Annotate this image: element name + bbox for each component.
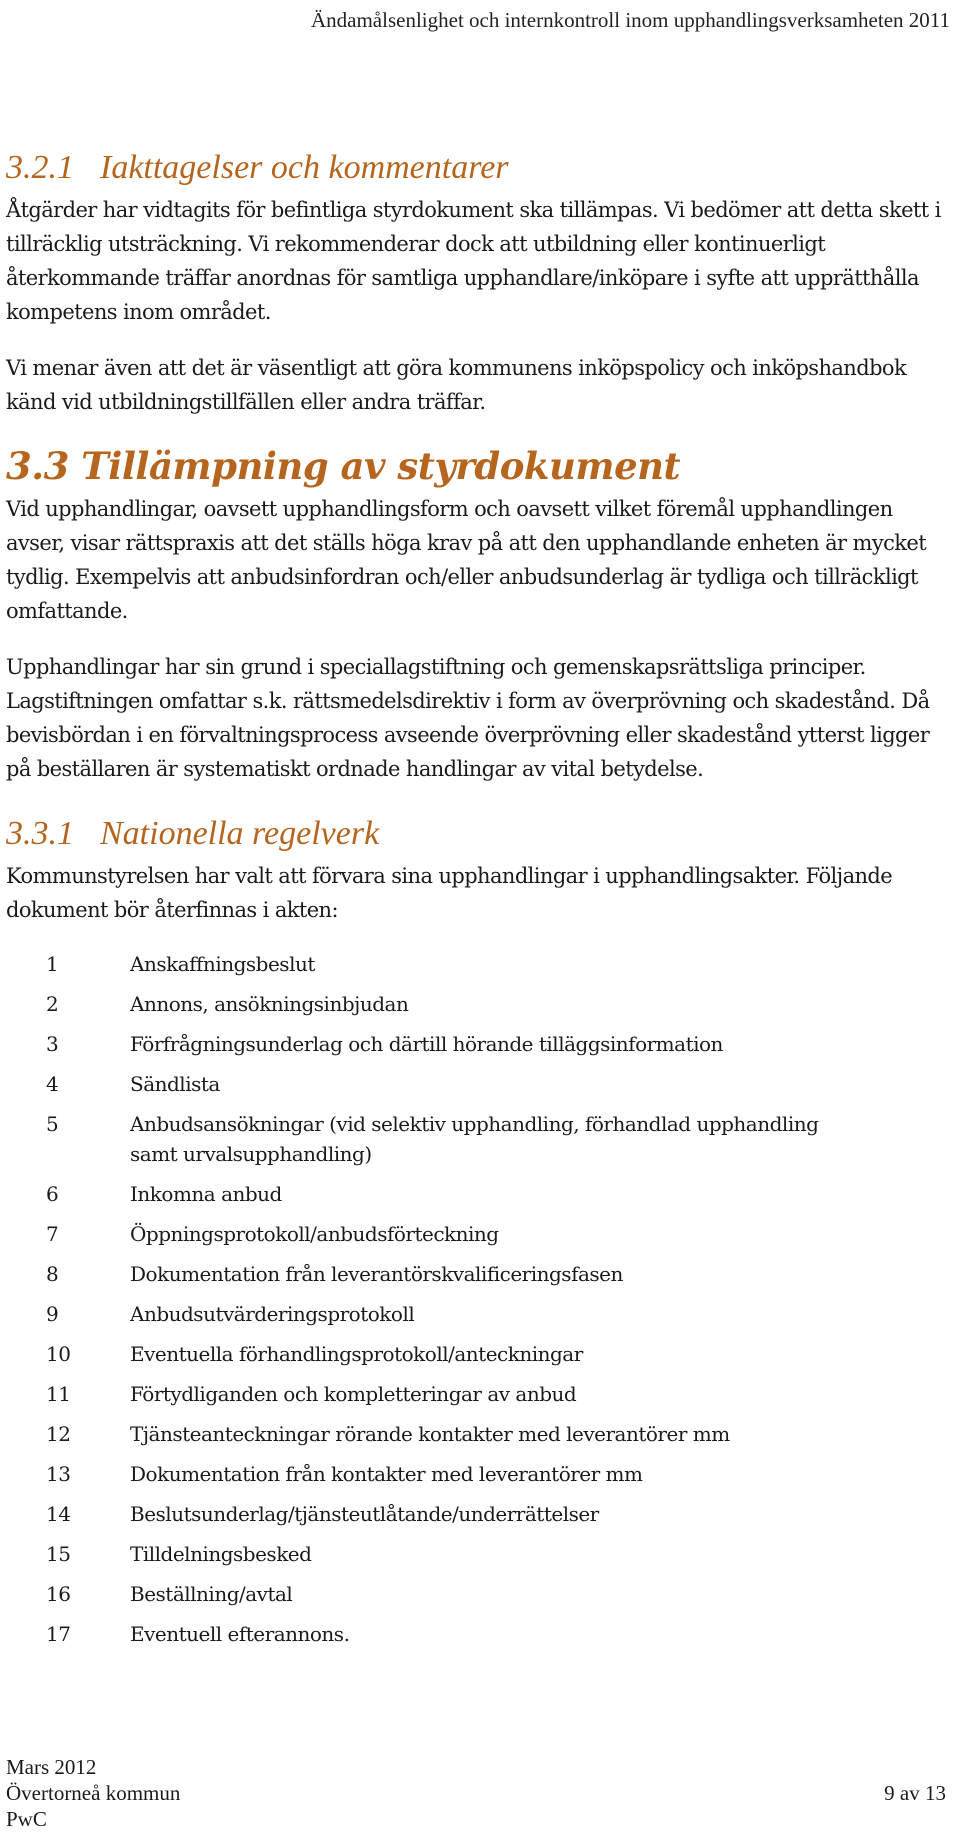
list-number: 15	[46, 1541, 71, 1566]
heading-number: 3.2.1	[6, 149, 74, 186]
list-item	[6, 1419, 946, 1449]
list-item	[6, 1539, 946, 1569]
heading-text: Iakttagelser och kommentarer	[100, 149, 509, 186]
list-number: 1	[46, 951, 59, 976]
paragraph: Upphandlingar har sin grund i speciallagstiftning och gemenskapsrättsliga principer. Lagstiftningen omfattar s.k. rättsmedelsdirektiv i form av överprövning och skadestånd. Då bevisbördan i en förvaltningsprocess avseende överprövning eller skadestånd ytterst ligger på beställaren är systematiskt ordnade handlingar av vital betydelse.	[6, 654, 930, 781]
list-text: Anskaffningsbeslut	[130, 951, 315, 976]
list-number: 5	[46, 1111, 59, 1136]
list-text: Annons, ansökningsinbjudan	[130, 991, 409, 1016]
list-number: 9	[46, 1301, 59, 1326]
list-number: 7	[46, 1221, 59, 1246]
list-item	[6, 989, 946, 1019]
list-item	[6, 1259, 946, 1289]
list-number: 6	[46, 1181, 59, 1206]
list-number: 17	[46, 1621, 71, 1646]
heading-3-2-1	[6, 148, 946, 187]
list-text: Eventuell efterannons.	[130, 1621, 350, 1646]
page-content	[6, 148, 946, 1659]
list-text: Dokumentation från leverantörskvalificeringsfasen	[130, 1261, 623, 1286]
paragraph: Vid upphandlingar, oavsett upphandlingsform och oavsett vilket föremål upphandlingen avser, visar rättspraxis att det ställs höga krav på att den upphandlande enheten är mycket tydlig. Exempelvis att anbudsinfordran och/eller anbudsunderlag är tydliga och tillräckligt omfattande.	[6, 496, 927, 623]
list-number: 4	[46, 1071, 59, 1096]
list-text: Dokumentation från kontakter med leverantörer mm	[130, 1461, 643, 1486]
page-footer	[6, 1754, 946, 1832]
list-item	[6, 1179, 946, 1209]
list-item	[6, 1339, 946, 1369]
list-item	[6, 1109, 946, 1169]
list-item	[6, 1499, 946, 1529]
running-header: Ändamålsenlighet och internkontroll inom upphandlingsverksamheten 2011	[310, 8, 950, 32]
list-item	[6, 1069, 946, 1099]
paragraph: Kommunstyrelsen har valt att förvara sina upphandlingar i upphandlingsakter. Följande dokument bör återfinnas i akten:	[6, 863, 893, 922]
list-text: Eventuella förhandlingsprotokoll/anteckningar	[130, 1341, 583, 1366]
list-number: 16	[46, 1581, 71, 1606]
list-number: 3	[46, 1031, 59, 1056]
document-list	[6, 949, 946, 1649]
list-number: 10	[46, 1341, 71, 1366]
list-text: Tjänsteanteckningar rörande kontakter med leverantörer mm	[130, 1421, 730, 1446]
list-number: 2	[46, 991, 59, 1016]
list-text: Tilldelningsbesked	[130, 1541, 312, 1566]
paragraph: Åtgärder har vidtagits för befintliga styrdokument ska tillämpas. Vi bedömer att detta skett i tillräcklig utsträckning. Vi rekommenderar dock att utbildning eller kontinuerligt återkommande träffar anordnas för samtliga upphandlare/inköpare i syfte att upprätthålla kompetens inom området.	[6, 198, 941, 325]
list-text: Anbudsutvärderingsprotokoll	[130, 1301, 415, 1326]
list-item	[6, 1299, 946, 1329]
footer-date: Mars 2012	[6, 1755, 97, 1779]
list-text: Förtydliganden och kompletteringar av anbud	[130, 1381, 577, 1406]
footer-author: PwC	[6, 1807, 47, 1831]
list-item	[6, 1029, 946, 1059]
list-text: Beställning/avtal	[130, 1581, 293, 1606]
heading-text: Nationella regelverk	[100, 814, 380, 852]
list-text: Förfrågningsunderlag och därtill hörande tilläggsinformation	[130, 1031, 723, 1056]
paragraph: Vi menar även att det är väsentligt att göra kommunens inköpspolicy och inköpshandbok känd vid utbildningstillfällen eller andra träffar.	[6, 356, 907, 415]
list-number: 13	[46, 1461, 71, 1486]
list-item	[6, 1619, 946, 1649]
footer-organization: Övertorneå kommun	[6, 1781, 181, 1805]
list-item	[6, 1219, 946, 1249]
list-number: 12	[46, 1421, 71, 1446]
list-item	[6, 1579, 946, 1609]
list-number: 8	[46, 1261, 59, 1286]
list-text: Beslutsunderlag/tjänsteutlåtande/underrättelser	[130, 1501, 599, 1526]
list-item	[6, 949, 946, 979]
heading-number: 3.3.1	[6, 814, 74, 852]
list-number: 14	[46, 1501, 71, 1526]
heading-3-3-1	[6, 814, 946, 853]
list-text: Öppningsprotokoll/anbudsförteckning	[130, 1221, 499, 1246]
list-text: Anbudsansökningar (vid selektiv upphandling, förhandlad upphandling samt urvalsupphandling)	[130, 1111, 819, 1166]
list-text: Inkomna anbud	[130, 1181, 282, 1206]
list-number: 11	[46, 1381, 71, 1406]
page-number: 9 av 13	[884, 1781, 946, 1805]
list-item	[6, 1459, 946, 1489]
list-text: Sändlista	[130, 1071, 220, 1096]
heading-3-3: 3.3 Tillämpning av styrdokument	[6, 444, 681, 489]
list-item	[6, 1379, 946, 1409]
